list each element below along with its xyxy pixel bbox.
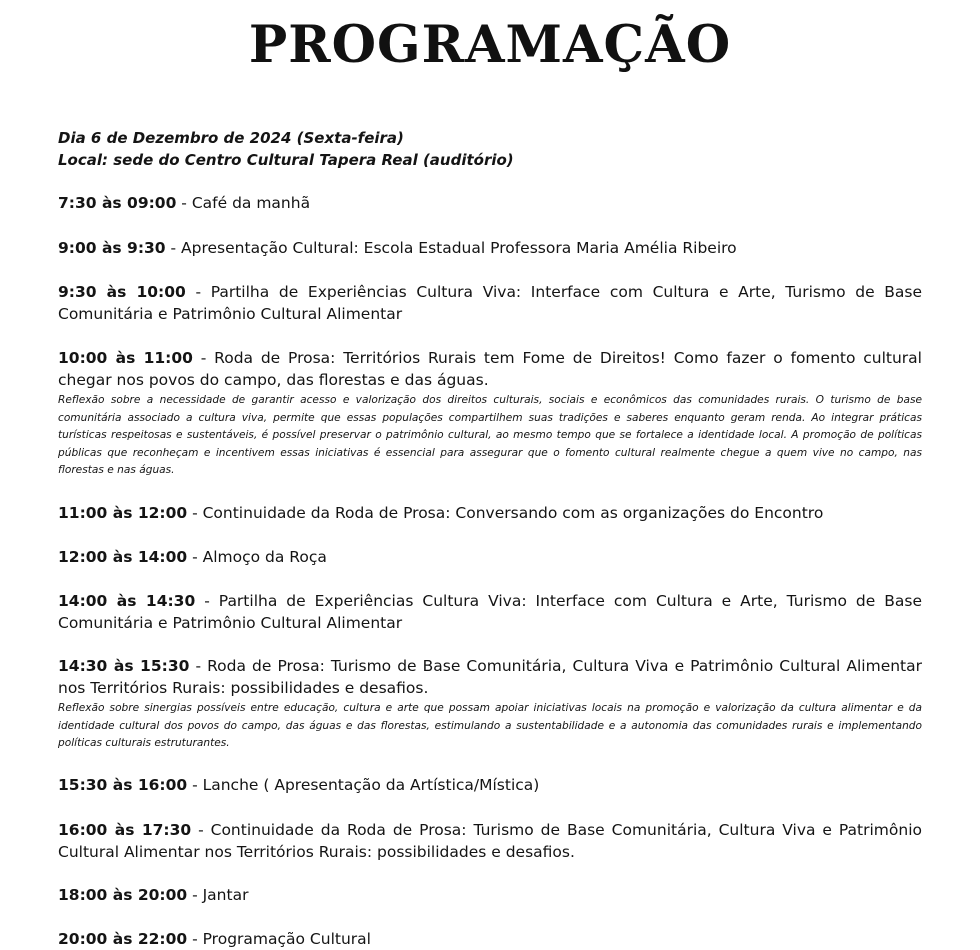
schedule-time: 10:00 às 11:00 <box>58 349 193 367</box>
page-title: PROGRAMAÇÃO <box>248 15 732 75</box>
schedule-activity: - Partilha de Experiências Cultura Viva: Interface com Cultura e Arte, Turismo de Base Comunitária e Patrimônio Cultural Alimentar <box>58 283 922 323</box>
schedule-activity: - Partilha de Experiências Cultura Viva: Interface com Cultura e Arte, Turismo de Base Comunitária e Patrimônio Cultural Alimentar <box>58 592 922 632</box>
schedule-activity: - Café da manhã <box>176 194 311 212</box>
event-header <box>58 127 928 171</box>
schedule-time: 12:00 às 14:00 <box>58 548 188 566</box>
schedule-activity: - Continuidade da Roda de Prosa: Conversando com as organizações do Encontro <box>187 504 824 522</box>
schedule-activity: - Continuidade da Roda de Prosa: Turismo de Base Comunitária, Cultura Viva e Patrimônio Cultural Alimentar nos Territórios Rurais: possibilidades e desafios. <box>58 821 923 861</box>
event-location: Local: sede do Centro Cultural Tapera Real (auditório) <box>58 151 514 169</box>
schedule-activity: - Almoço da Roça <box>187 548 327 566</box>
schedule-item <box>58 819 922 863</box>
schedule-activity: - Jantar <box>187 886 249 904</box>
event-day: Dia 6 de Dezembro de 2024 (Sexta-feira) <box>58 129 404 147</box>
schedule-note: Reflexão sobre sinergias possíveis entre educação, cultura e arte que possam apoiar iniciativas locais na promoção e valorização da cultura alimentar e da identidade cultural dos povos do campo, das águas e das florestas, estimulando a sustentabilidade e a autonomia das comunidades rurais e implementando políticas culturais estruturantes. <box>58 702 922 749</box>
schedule-item <box>58 502 922 524</box>
schedule-note: Reflexão sobre a necessidade de garantir acesso e valorização dos direitos culturais, sociais e econômicos das comunidades rurais. O turismo de base comunitária associado a cultura viva, permite que essas populações compartilhem suas tradições e saberes enquanto geram renda. Ao integrar práticas turísticas respeitosas e sustentáveis, é possível preservar o patrimônio cultural, ao mesmo tempo que se fortalece a identidade local. A promoção de políticas públicas que reconheçam e incentivem essas iniciativas é essencial para assegurar que o fomento cultural realmente chegue a quem vive no campo, nas florestas e nas águas. <box>58 394 922 476</box>
schedule-time: 15:30 às 16:00 <box>58 776 188 794</box>
schedule-item <box>58 192 922 214</box>
schedule-activity: - Apresentação Cultural: Escola Estadual Professora Maria Amélia Ribeiro <box>165 239 737 257</box>
schedule-time: 11:00 às 12:00 <box>58 504 188 522</box>
schedule-item <box>58 347 922 480</box>
schedule-time: 18:00 às 20:00 <box>58 886 188 904</box>
schedule-time: 14:00 às 14:30 <box>58 592 196 610</box>
schedule-item <box>58 590 922 634</box>
schedule-time: 14:30 às 15:30 <box>58 657 190 675</box>
schedule-activity: - Roda de Prosa: Territórios Rurais tem Fome de Direitos! Como fazer o fomento cultural chegar nos povos do campo, das florestas e das águas. <box>58 349 922 389</box>
schedule-activity: - Lanche ( Apresentação da Artística/Mística) <box>187 776 540 794</box>
schedule-time: 20:00 às 22:00 <box>58 930 188 948</box>
schedule-time: 9:30 às 10:00 <box>58 283 186 301</box>
schedule-item <box>58 237 922 259</box>
schedule-time: 9:00 às 9:30 <box>58 239 166 257</box>
schedule-item <box>58 281 922 325</box>
schedule-activity: - Programação Cultural <box>187 930 371 948</box>
schedule-time: 7:30 às 09:00 <box>58 194 177 212</box>
schedule-item <box>58 928 922 950</box>
schedule-item <box>58 655 922 753</box>
schedule-activity: - Roda de Prosa: Turismo de Base Comunitária, Cultura Viva e Patrimônio Cultural Alimentar nos Territórios Rurais: possibilidades e desafios. <box>58 657 923 697</box>
schedule-item <box>58 546 922 568</box>
schedule-item <box>58 774 922 796</box>
schedule-time: 16:00 às 17:30 <box>58 821 192 839</box>
schedule-item <box>58 884 922 906</box>
